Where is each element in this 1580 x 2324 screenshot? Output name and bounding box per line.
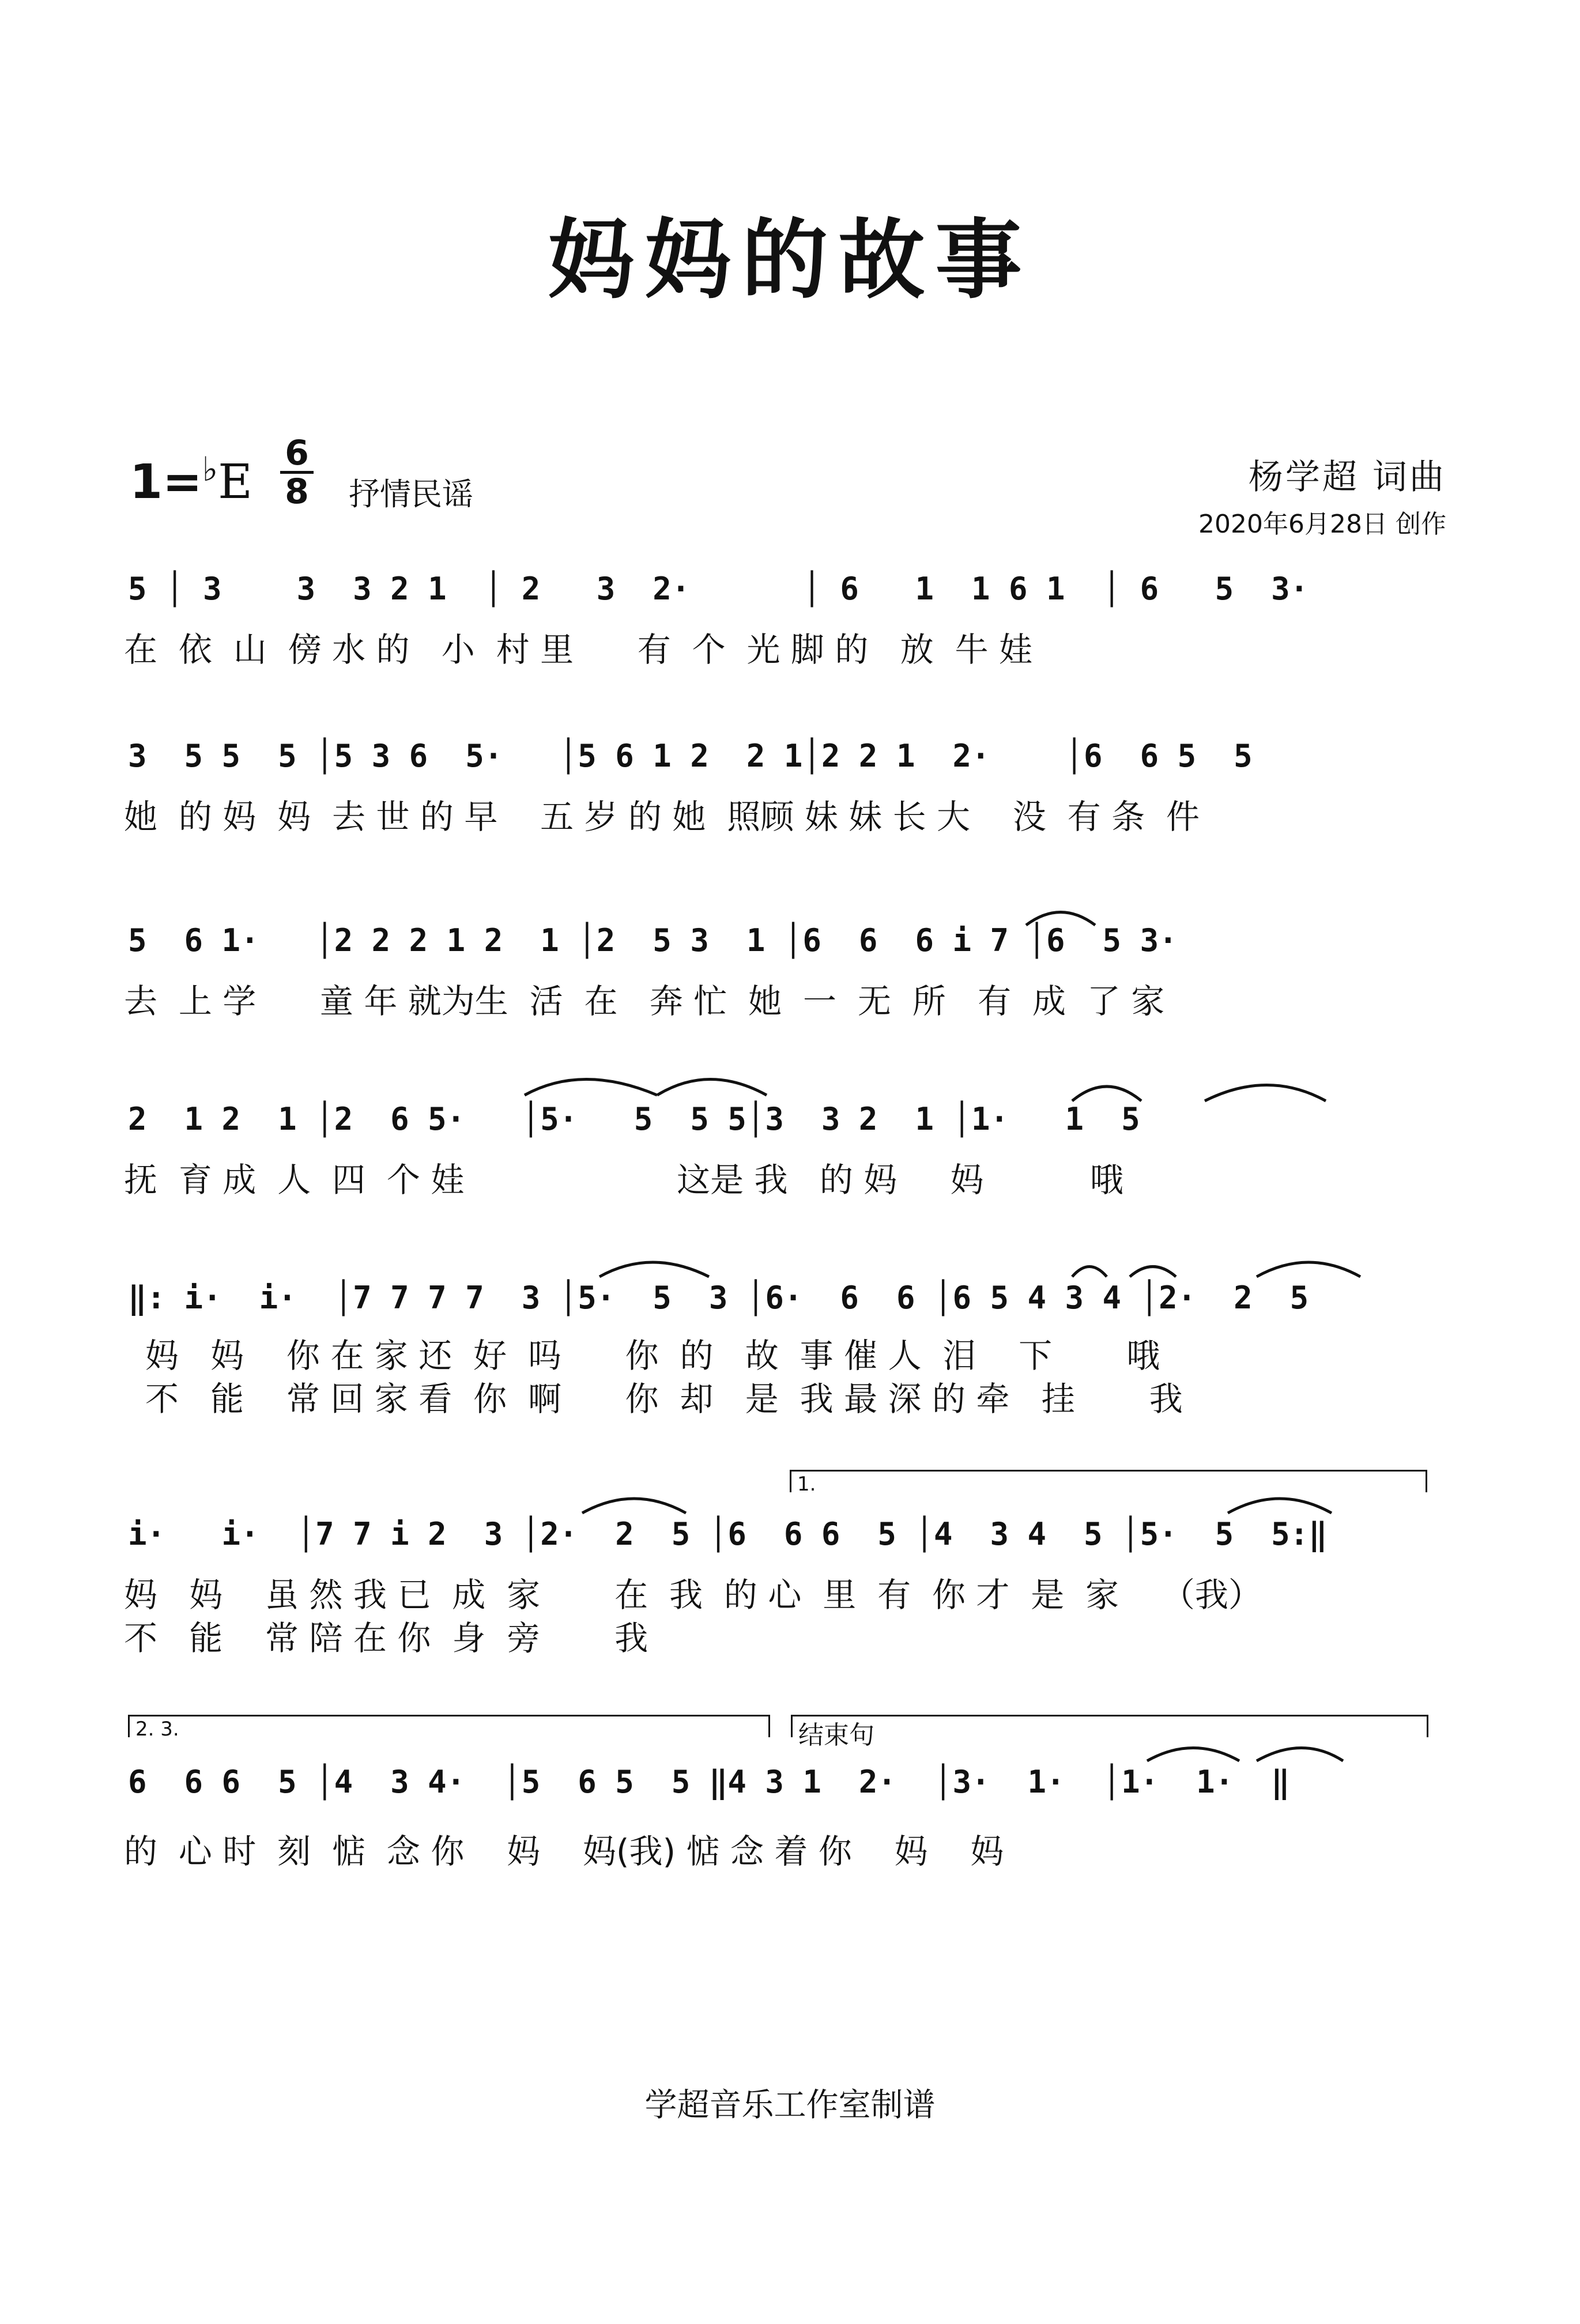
notes-line-2: 3 5 5 5 │5 3 6 5· │5 6 1 2 2 1│2 2 1 2· │6 6 5 5 bbox=[128, 738, 1253, 774]
tie-arc bbox=[1072, 1267, 1107, 1277]
notes-line-5: ‖: i· i· │7 7 7 7 3 │5· 5 3 │6· 6 6 │6 5 4 3 4 │2· 2 5 bbox=[128, 1280, 1309, 1316]
tie-arc bbox=[1257, 1748, 1343, 1761]
meter-top: 6 bbox=[285, 433, 309, 473]
lyrics-line-6-verse-1: 妈 妈 虽 然 我 已 成 家 在 我 的 心 里 有 你 才 是 家 （我） bbox=[124, 1575, 1262, 1614]
tie-arc bbox=[1147, 1748, 1239, 1761]
lyrics-line-1: 在 依 山 傍 水 的 小 村 里 有 个 光 脚 的 放 牛 娃 bbox=[124, 630, 1032, 669]
lyrics-line-3: 去 上 学 童 年 就为生 活 在 奔 忙 她 一 无 所 有 成 了 家 bbox=[124, 982, 1165, 1021]
composition-date: 2020年6月28日 创作 bbox=[1198, 510, 1446, 539]
notes-line-1: 5 │ 3 3 3 2 1 │ 2 3 2· │ 6 1 1 6 1 │ 6 5 3· bbox=[128, 571, 1309, 607]
composer-credit: 杨学超 词曲 bbox=[1248, 457, 1446, 497]
score-title: 妈妈的故事 bbox=[548, 210, 1032, 311]
lyrics-line-2: 她 的 妈 妈 去 世 的 早 五 岁 的 她 照顾 妹 妹 长 大 没 有 条 件 bbox=[124, 797, 1200, 836]
tie-arc bbox=[525, 1080, 657, 1096]
lyrics-line-4: 抚 育 成 人 四 个 娃 这是 我 的 妈 妈 哦 bbox=[124, 1160, 1123, 1199]
tie-arc bbox=[1257, 1262, 1360, 1277]
lyrics-line-6-verse-2: 不 能 常 陪 在 你 身 旁 我 bbox=[124, 1618, 648, 1658]
tie-arc bbox=[657, 1080, 767, 1096]
key-letter: E bbox=[218, 455, 252, 510]
lyrics-line-5-verse-1: 妈 妈 你 在 家 还 好 吗 你 的 故 事 催 人 泪 下 哦 bbox=[124, 1336, 1160, 1375]
tie-arc bbox=[1228, 1499, 1332, 1513]
style-marking: 抒情民谣 bbox=[349, 476, 473, 512]
tie-arc bbox=[1205, 1085, 1326, 1101]
lyrics-line-7: 的 心 时 刻 惦 念 你 妈 妈(我) 惦 念 着 你 妈 妈 bbox=[124, 1832, 1004, 1871]
flat-sign: ♭ bbox=[202, 450, 218, 489]
key-prefix: 1= bbox=[130, 455, 202, 510]
lyrics-line-5-verse-2: 不 能 常 回 家 看 你 啊 你 却 是 我 最 深 的 牵 挂 我 bbox=[124, 1379, 1183, 1418]
coda-label: 结束句 bbox=[798, 1721, 874, 1750]
footer-credit: 学超音乐工作室制谱 bbox=[644, 2087, 936, 2124]
second-ending-label: 2. 3. bbox=[135, 1718, 179, 1741]
notes-line-6: i· i· │7 7 i 2 3 │2· 2 5 │6 6 6 5 │4 3 4 5 │5· 5 5:‖ bbox=[128, 1516, 1328, 1552]
tie-arc bbox=[1072, 1086, 1141, 1101]
notes-line-3: 5 6 1· │2 2 2 1 2 1 │2 5 3 1 │6 6 6 i 7 │6 5 3· bbox=[128, 922, 1178, 959]
tie-arc bbox=[1130, 1267, 1176, 1277]
notes-line-4: 2 1 2 1 │2 6 5· │5· 5 5 5│3 3 2 1 │1· 1 5 bbox=[128, 1101, 1140, 1137]
tie-arc bbox=[599, 1262, 709, 1277]
tie-arc bbox=[582, 1499, 686, 1513]
notes-line-7: 6 6 6 5 │4 3 4· │5 6 5 5 ‖4 3 1 2· │3· 1· │1· 1· ‖ bbox=[128, 1764, 1290, 1800]
first-ending-label: 1. bbox=[797, 1473, 816, 1496]
tie-arc bbox=[1026, 912, 1095, 926]
meter-bottom: 8 bbox=[285, 471, 309, 512]
